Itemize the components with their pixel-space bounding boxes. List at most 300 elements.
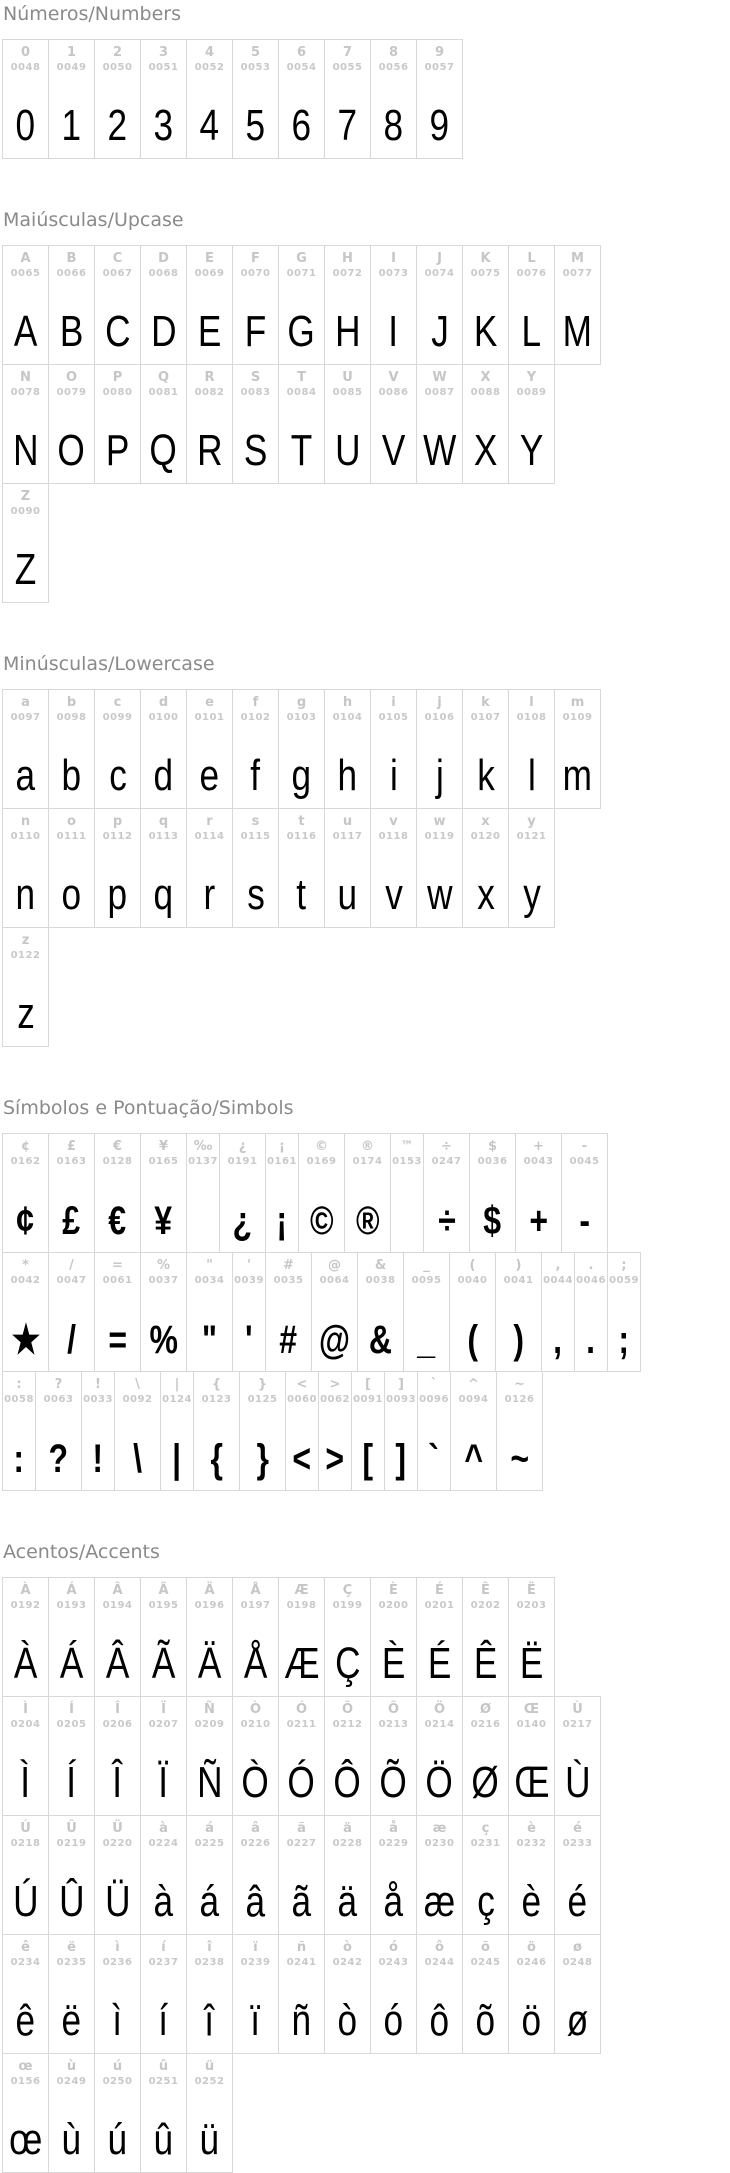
glyph-cell-label: [	[365, 1377, 371, 1392]
glyph-cell-label: $	[487, 1139, 498, 1154]
glyph: L	[521, 307, 542, 356]
glyph-cell-preview	[517, 1612, 546, 1696]
glyph-row	[2, 483, 49, 603]
glyph-cell	[95, 690, 141, 808]
glyph: 4	[199, 101, 220, 150]
glyph-cell-code: 0248	[562, 1957, 593, 1968]
glyph: ¡	[276, 1199, 288, 1243]
glyph-cell-code: 0065	[10, 268, 41, 279]
glyph: C	[104, 307, 131, 356]
glyph-cell-preview	[366, 1287, 395, 1371]
glyph: 8	[383, 101, 404, 150]
glyph-cell-preview	[527, 1168, 550, 1252]
glyph-cell-label: B	[66, 251, 77, 266]
glyph-cell-code: 0061	[102, 1275, 133, 1286]
glyph-cell	[279, 690, 325, 808]
glyph: J	[430, 307, 449, 356]
glyph-cell-code: 0040	[457, 1275, 488, 1286]
glyph-cell-code: 0118	[378, 831, 409, 842]
glyph: '	[245, 1318, 253, 1362]
glyph-cell-preview	[519, 1850, 543, 1934]
glyph: ê	[15, 1996, 36, 2045]
glyph-cell-label: å	[389, 1821, 398, 1836]
glyph: Û	[58, 1877, 85, 1926]
glyph: è	[521, 1877, 542, 1926]
glyph-cell	[141, 40, 187, 158]
glyph-section	[2, 1541, 730, 2173]
glyph-cell-code: 0082	[194, 387, 225, 398]
glyph-cell	[463, 1697, 509, 1815]
glyph-cell-label: i	[391, 695, 396, 710]
glyph-cell-code: 0241	[286, 1957, 317, 1968]
glyph-cell-code: 0128	[102, 1156, 133, 1167]
glyph-cell-label: Y	[526, 370, 537, 385]
glyph: ö	[521, 1996, 542, 2045]
glyph-cell	[187, 1816, 233, 1934]
glyph: &	[368, 1318, 393, 1362]
glyph-cell-code: 0085	[332, 387, 363, 398]
glyph-cell-label: p	[112, 814, 123, 829]
glyph-cell-code: 0195	[148, 1600, 179, 1611]
glyph-cell-code: 0099	[102, 712, 133, 723]
glyph-cell-preview	[508, 1406, 531, 1490]
glyph-cell-label: "	[206, 1258, 213, 1273]
glyph-cell-label: ¡	[279, 1139, 285, 1154]
glyph-cell	[233, 1253, 266, 1371]
glyph-cell-label: I	[391, 251, 396, 266]
glyph-row	[2, 39, 463, 159]
section-title: Símbolos e Pontuação/Simbols	[3, 1097, 294, 1119]
glyph-cell-preview	[19, 1731, 31, 1815]
glyph-cell-code: 0119	[424, 831, 455, 842]
glyph-cell-preview	[105, 2088, 129, 2172]
glyph-cell-code: 0074	[424, 268, 455, 279]
glyph-cell-preview	[383, 843, 405, 927]
glyph: ø	[566, 1996, 589, 2045]
glyph-cell-label: 3	[158, 45, 169, 60]
glyph-cell	[141, 1253, 187, 1371]
glyph-cell	[345, 1134, 391, 1252]
glyph-cell	[95, 1578, 141, 1696]
glyph-cell-code: 0230	[424, 1838, 455, 1849]
glyph-cell	[279, 1935, 325, 2053]
glyph-cell-code: 0096	[419, 1394, 449, 1405]
glyph-cell-label: Õ	[387, 1702, 400, 1717]
glyph-cell-code: 0234	[10, 1957, 41, 1968]
glyph-cell	[575, 1253, 608, 1371]
glyph-cell	[279, 365, 325, 483]
glyph-cell	[450, 1253, 496, 1371]
glyph-cell-label: \	[135, 1377, 140, 1392]
glyph: N	[12, 426, 39, 475]
glyph-cell	[555, 1816, 600, 1934]
glyph-cell-preview	[105, 74, 129, 158]
glyph-cell-label: j	[437, 695, 442, 710]
glyph-cell-label: ò	[343, 1940, 352, 1955]
glyph-cell-preview	[379, 1612, 408, 1696]
glyph-cell	[3, 40, 49, 158]
glyph-cell	[3, 1935, 49, 2053]
glyph-cell-preview	[66, 1287, 77, 1371]
glyph-cell-label: ë	[67, 1940, 76, 1955]
glyph-cell-preview	[425, 1612, 454, 1696]
glyph-cell	[371, 690, 417, 808]
glyph-cell-code: 0059	[609, 1275, 639, 1286]
glyph-cell-preview	[197, 724, 221, 808]
glyph: =	[108, 1318, 127, 1362]
glyph-cell-preview	[335, 74, 359, 158]
glyph-cell-code: 0169	[306, 1156, 337, 1167]
glyph: H	[334, 307, 361, 356]
glyph-cell-label: Ù	[572, 1702, 583, 1717]
glyph: /	[67, 1318, 76, 1362]
glyph: l	[527, 751, 536, 800]
glyph-cell-preview	[59, 1969, 83, 2053]
glyph-cell-code: 0219	[56, 1838, 87, 1849]
glyph: ã	[291, 1877, 312, 1926]
glyph: :	[13, 1437, 25, 1481]
glyph: p	[107, 870, 128, 919]
glyph-cell-label: í	[161, 1940, 166, 1955]
glyph-cell	[95, 2054, 141, 2172]
glyph-cell-code: 0161	[267, 1156, 297, 1167]
glyph-cell-preview	[241, 1612, 270, 1696]
glyph-cell-label: t	[298, 814, 305, 829]
glyph-cell-label: Z	[20, 489, 31, 504]
glyph-cell-label: À	[20, 1583, 31, 1598]
glyph-cell-label: Ì	[23, 1702, 28, 1717]
glyph-cell-preview	[475, 843, 497, 927]
glyph-cell-label: Î	[115, 1702, 120, 1717]
glyph-cell-label: Û	[66, 1821, 77, 1836]
glyph-cell	[187, 40, 233, 158]
glyph-cell-code: 0247	[431, 1156, 462, 1167]
glyph: 2	[107, 101, 128, 150]
glyph-cell-code: 0117	[332, 831, 363, 842]
glyph-cell-preview	[11, 1612, 40, 1696]
glyph: ^	[464, 1437, 483, 1481]
glyph-cell-label: (	[469, 1258, 476, 1273]
glyph-cell-preview	[381, 1850, 405, 1934]
glyph-cell	[49, 1697, 95, 1815]
glyph-cell	[141, 1697, 187, 1815]
glyph-cell-preview	[381, 1969, 405, 2053]
glyph: ç	[476, 1877, 495, 1926]
glyph-cell-preview	[244, 1287, 254, 1371]
glyph-cell-label: >	[329, 1377, 341, 1392]
glyph: k	[476, 751, 495, 800]
glyph: ★	[11, 1318, 40, 1362]
glyph-cell	[542, 1253, 575, 1371]
glyph-cell	[187, 1697, 233, 1815]
glyph-cell-code: 0094	[458, 1394, 489, 1405]
glyph: ]	[395, 1437, 407, 1481]
glyph-cell-code: 0192	[10, 1600, 41, 1611]
glyph-cell-preview	[389, 724, 399, 808]
glyph: P	[105, 426, 130, 475]
glyph-cell-preview	[562, 1731, 594, 1815]
glyph-cell-label: @	[328, 1258, 341, 1273]
glyph-cell-label: ã	[297, 1821, 306, 1836]
glyph-cell	[233, 365, 279, 483]
glyph-cell-label: y	[527, 814, 536, 829]
glyph: T	[290, 426, 313, 475]
glyph-cell-code: 0193	[56, 1600, 87, 1611]
glyph-cell-label: h	[342, 695, 353, 710]
glyph: f	[250, 751, 261, 800]
glyph-cell-code: 0093	[386, 1394, 416, 1405]
glyph-cell	[187, 690, 233, 808]
glyph-cell-code: 0091	[353, 1394, 383, 1405]
glyph-cell-code: 0235	[56, 1957, 87, 1968]
glyph-cell-label: ì	[115, 1940, 120, 1955]
glyph-cell-preview	[13, 74, 37, 158]
glyph-row	[2, 1577, 555, 1697]
glyph-cell-code: 0056	[378, 62, 409, 73]
glyph-cell-code: 0250	[102, 2076, 133, 2087]
glyph: <	[292, 1437, 312, 1481]
glyph-cell-preview	[527, 724, 537, 808]
glyph-cell-preview	[512, 1287, 525, 1371]
glyph-cell-label: Á	[66, 1583, 77, 1598]
glyph-cell	[555, 246, 600, 364]
glyph-cell-code: 0216	[470, 1719, 501, 1730]
glyph-cell	[187, 809, 233, 927]
glyph-cell-preview	[132, 1406, 143, 1490]
glyph-cell-label: /	[69, 1258, 74, 1273]
glyph-cell-preview	[249, 724, 261, 808]
glyph-cell-code: 0205	[56, 1719, 87, 1730]
glyph-cell	[352, 1372, 385, 1490]
glyph-cell-preview	[394, 1406, 407, 1490]
glyph-cell	[497, 1372, 542, 1490]
glyph-cell-preview	[517, 399, 546, 483]
glyph-cell	[496, 1253, 542, 1371]
glyph-cell-preview	[91, 1406, 104, 1490]
glyph-cell-preview	[197, 74, 221, 158]
glyph-cell-preview	[65, 1731, 77, 1815]
glyph: #	[279, 1318, 298, 1362]
glyph-cell-label: G	[296, 251, 307, 266]
glyph-cell-preview	[151, 843, 175, 927]
glyph-cell-label: J	[437, 251, 442, 266]
section-title: Maiúsculas/Upcase	[3, 209, 184, 231]
glyph: ò	[337, 1996, 358, 2045]
glyph-cell-code: 0218	[10, 1838, 41, 1849]
glyph: M	[562, 307, 593, 356]
glyph-cell	[49, 690, 95, 808]
glyph: ú	[107, 2115, 128, 2164]
glyph-section	[2, 1097, 730, 1491]
glyph-cell	[95, 1134, 141, 1252]
glyph-cell-label: q	[158, 814, 169, 829]
glyph: Í	[66, 1758, 77, 1807]
glyph: I	[388, 307, 399, 356]
glyph-cell-label: Ô	[341, 1702, 354, 1717]
glyph: 1	[61, 101, 82, 150]
glyph-cell	[470, 1134, 516, 1252]
glyph-cell-code: 0236	[102, 1957, 133, 1968]
glyph-cell	[509, 690, 555, 808]
glyph-cell-label: !	[95, 1377, 101, 1392]
glyph-cell-preview	[462, 1406, 485, 1490]
glyph-cell-preview	[290, 1406, 313, 1490]
glyph: w	[426, 870, 453, 919]
glyph-cell-code: 0213	[378, 1719, 409, 1730]
glyph-cell-label: %	[156, 1258, 171, 1273]
glyph-cell-preview	[241, 399, 270, 483]
glyph-cell-code: 0086	[378, 387, 409, 398]
glyph-cell-code: 0057	[424, 62, 455, 73]
glyph-cell	[325, 246, 371, 364]
glyph-row	[2, 1133, 608, 1253]
glyph-cell-label: ®	[361, 1139, 374, 1154]
glyph: 3	[153, 101, 174, 150]
glyph-cell	[95, 1697, 141, 1815]
glyph-cell-label: A	[20, 251, 31, 266]
glyph-cell	[240, 1372, 286, 1490]
glyph-cell-code: 0071	[286, 268, 317, 279]
glyph-cell	[325, 1578, 371, 1696]
glyph-cell-preview	[57, 280, 86, 364]
glyph-cell-label: F	[251, 251, 260, 266]
glyph-cell-label: à	[159, 1821, 168, 1836]
glyph-cell	[417, 246, 463, 364]
glyph: e	[199, 751, 220, 800]
glyph-cell	[424, 1134, 470, 1252]
glyph-cell-preview	[335, 724, 359, 808]
glyph-cell	[194, 1372, 240, 1490]
glyph-cell	[463, 1935, 509, 2053]
glyph: Ì	[20, 1758, 31, 1807]
glyph-cell-label: ;	[621, 1258, 627, 1273]
glyph-cell-code: 0199	[332, 1600, 363, 1611]
glyph-cell-label: k	[481, 695, 490, 710]
glyph-cell-preview	[59, 74, 83, 158]
glyph-cell	[371, 1578, 417, 1696]
glyph-cell	[371, 1697, 417, 1815]
glyph-cell-preview	[106, 1287, 129, 1371]
glyph-cell-label: 6	[296, 45, 307, 60]
glyph-cell-code: 0044	[543, 1275, 573, 1286]
glyph: ;	[618, 1318, 630, 1362]
glyph: j	[435, 751, 444, 800]
glyph-cell-preview	[307, 1168, 336, 1252]
glyph-cell-preview	[102, 1850, 134, 1934]
glyph-cell	[417, 690, 463, 808]
glyph-cell	[233, 1935, 279, 2053]
glyph-cell-preview	[436, 1168, 458, 1252]
glyph-cell	[371, 809, 417, 927]
glyph-cell-label: #	[283, 1258, 294, 1273]
glyph-cell	[286, 1372, 319, 1490]
glyph-row	[2, 1371, 543, 1491]
glyph-cell	[233, 40, 279, 158]
glyph: Ü	[104, 1877, 131, 1926]
glyph-cell	[233, 1697, 279, 1815]
glyph-cell-preview	[471, 1612, 500, 1696]
glyph-row	[2, 927, 49, 1047]
glyph-cell-preview	[12, 1406, 25, 1490]
glyph-cell-label: ø	[573, 1940, 582, 1955]
glyph: ?	[48, 1437, 69, 1481]
glyph-cell-code: 0104	[332, 712, 363, 723]
glyph-cell-code: 0108	[516, 712, 547, 723]
glyph-cell-preview	[151, 1850, 175, 1934]
glyph-cell-code: 0242	[332, 1957, 363, 1968]
glyph-cell	[319, 1372, 352, 1490]
glyph: Å	[243, 1639, 268, 1688]
glyph-cell-code: 0060	[287, 1394, 317, 1405]
glyph-cell-code: 0106	[424, 712, 455, 723]
glyph-cell	[141, 1134, 187, 1252]
glyph-cell-preview	[475, 1850, 497, 1934]
glyph-cell-preview	[197, 2088, 221, 2172]
glyph-cell-preview	[255, 1406, 271, 1490]
glyph-cell-preview	[195, 280, 224, 364]
glyph: Z	[14, 545, 37, 594]
glyph-cell-preview	[13, 843, 37, 927]
glyph: d	[153, 751, 174, 800]
glyph: 9	[429, 101, 450, 150]
glyph-cell-preview	[57, 1612, 86, 1696]
glyph: v	[384, 870, 403, 919]
glyph: |	[172, 1437, 182, 1481]
glyph-cell-label: M	[571, 251, 584, 266]
glyph-cell	[325, 1697, 371, 1815]
glyph-cell	[555, 1697, 600, 1815]
glyph-cell-code: 0112	[102, 831, 133, 842]
glyph-cell-code: 0063	[43, 1394, 74, 1405]
glyph-cell-code: 0163	[56, 1156, 87, 1167]
glyph-cell-code: 0072	[332, 268, 363, 279]
glyph-cell	[279, 246, 325, 364]
glyph-cell-preview	[12, 518, 39, 602]
glyph-cell-preview	[295, 843, 307, 927]
glyph-cell	[417, 1578, 463, 1696]
glyph-cell-code: 0047	[56, 1275, 87, 1286]
glyph: O	[57, 426, 86, 475]
glyph: Ã	[151, 1639, 176, 1688]
glyph-cell	[516, 1134, 562, 1252]
glyph-cell-code: 0191	[227, 1156, 258, 1167]
glyph-cell	[187, 1578, 233, 1696]
glyph: ñ	[291, 1996, 312, 2045]
glyph-cell-code: 0045	[569, 1156, 600, 1167]
glyph-cell-label: é	[573, 1821, 582, 1836]
glyph-cell-preview	[335, 1850, 359, 1934]
glyph-cell-label: K	[480, 251, 491, 266]
glyph-cell-label: {	[211, 1377, 222, 1392]
glyph-cell-preview	[103, 399, 132, 483]
glyph: õ	[475, 1996, 496, 2045]
glyph: ô	[429, 1996, 450, 2045]
glyph-cell-code: 0123	[201, 1394, 232, 1405]
glyph-cell-preview	[243, 74, 267, 158]
glyph: Ó	[287, 1758, 316, 1807]
glyph-row	[2, 364, 555, 484]
glyph: û	[153, 2115, 174, 2164]
glyph-cell-label: s	[251, 814, 260, 829]
glyph-cell-label: Ü	[112, 1821, 123, 1836]
glyph: Ú	[12, 1877, 39, 1926]
glyph-cell-preview	[195, 1612, 224, 1696]
glyph-cell-label: X	[480, 370, 491, 385]
glyph-cell-label: g	[296, 695, 307, 710]
glyph-cell-preview	[427, 1406, 440, 1490]
glyph-cell-code: 0075	[470, 268, 501, 279]
glyph-cell-code: 0246	[516, 1957, 547, 1968]
